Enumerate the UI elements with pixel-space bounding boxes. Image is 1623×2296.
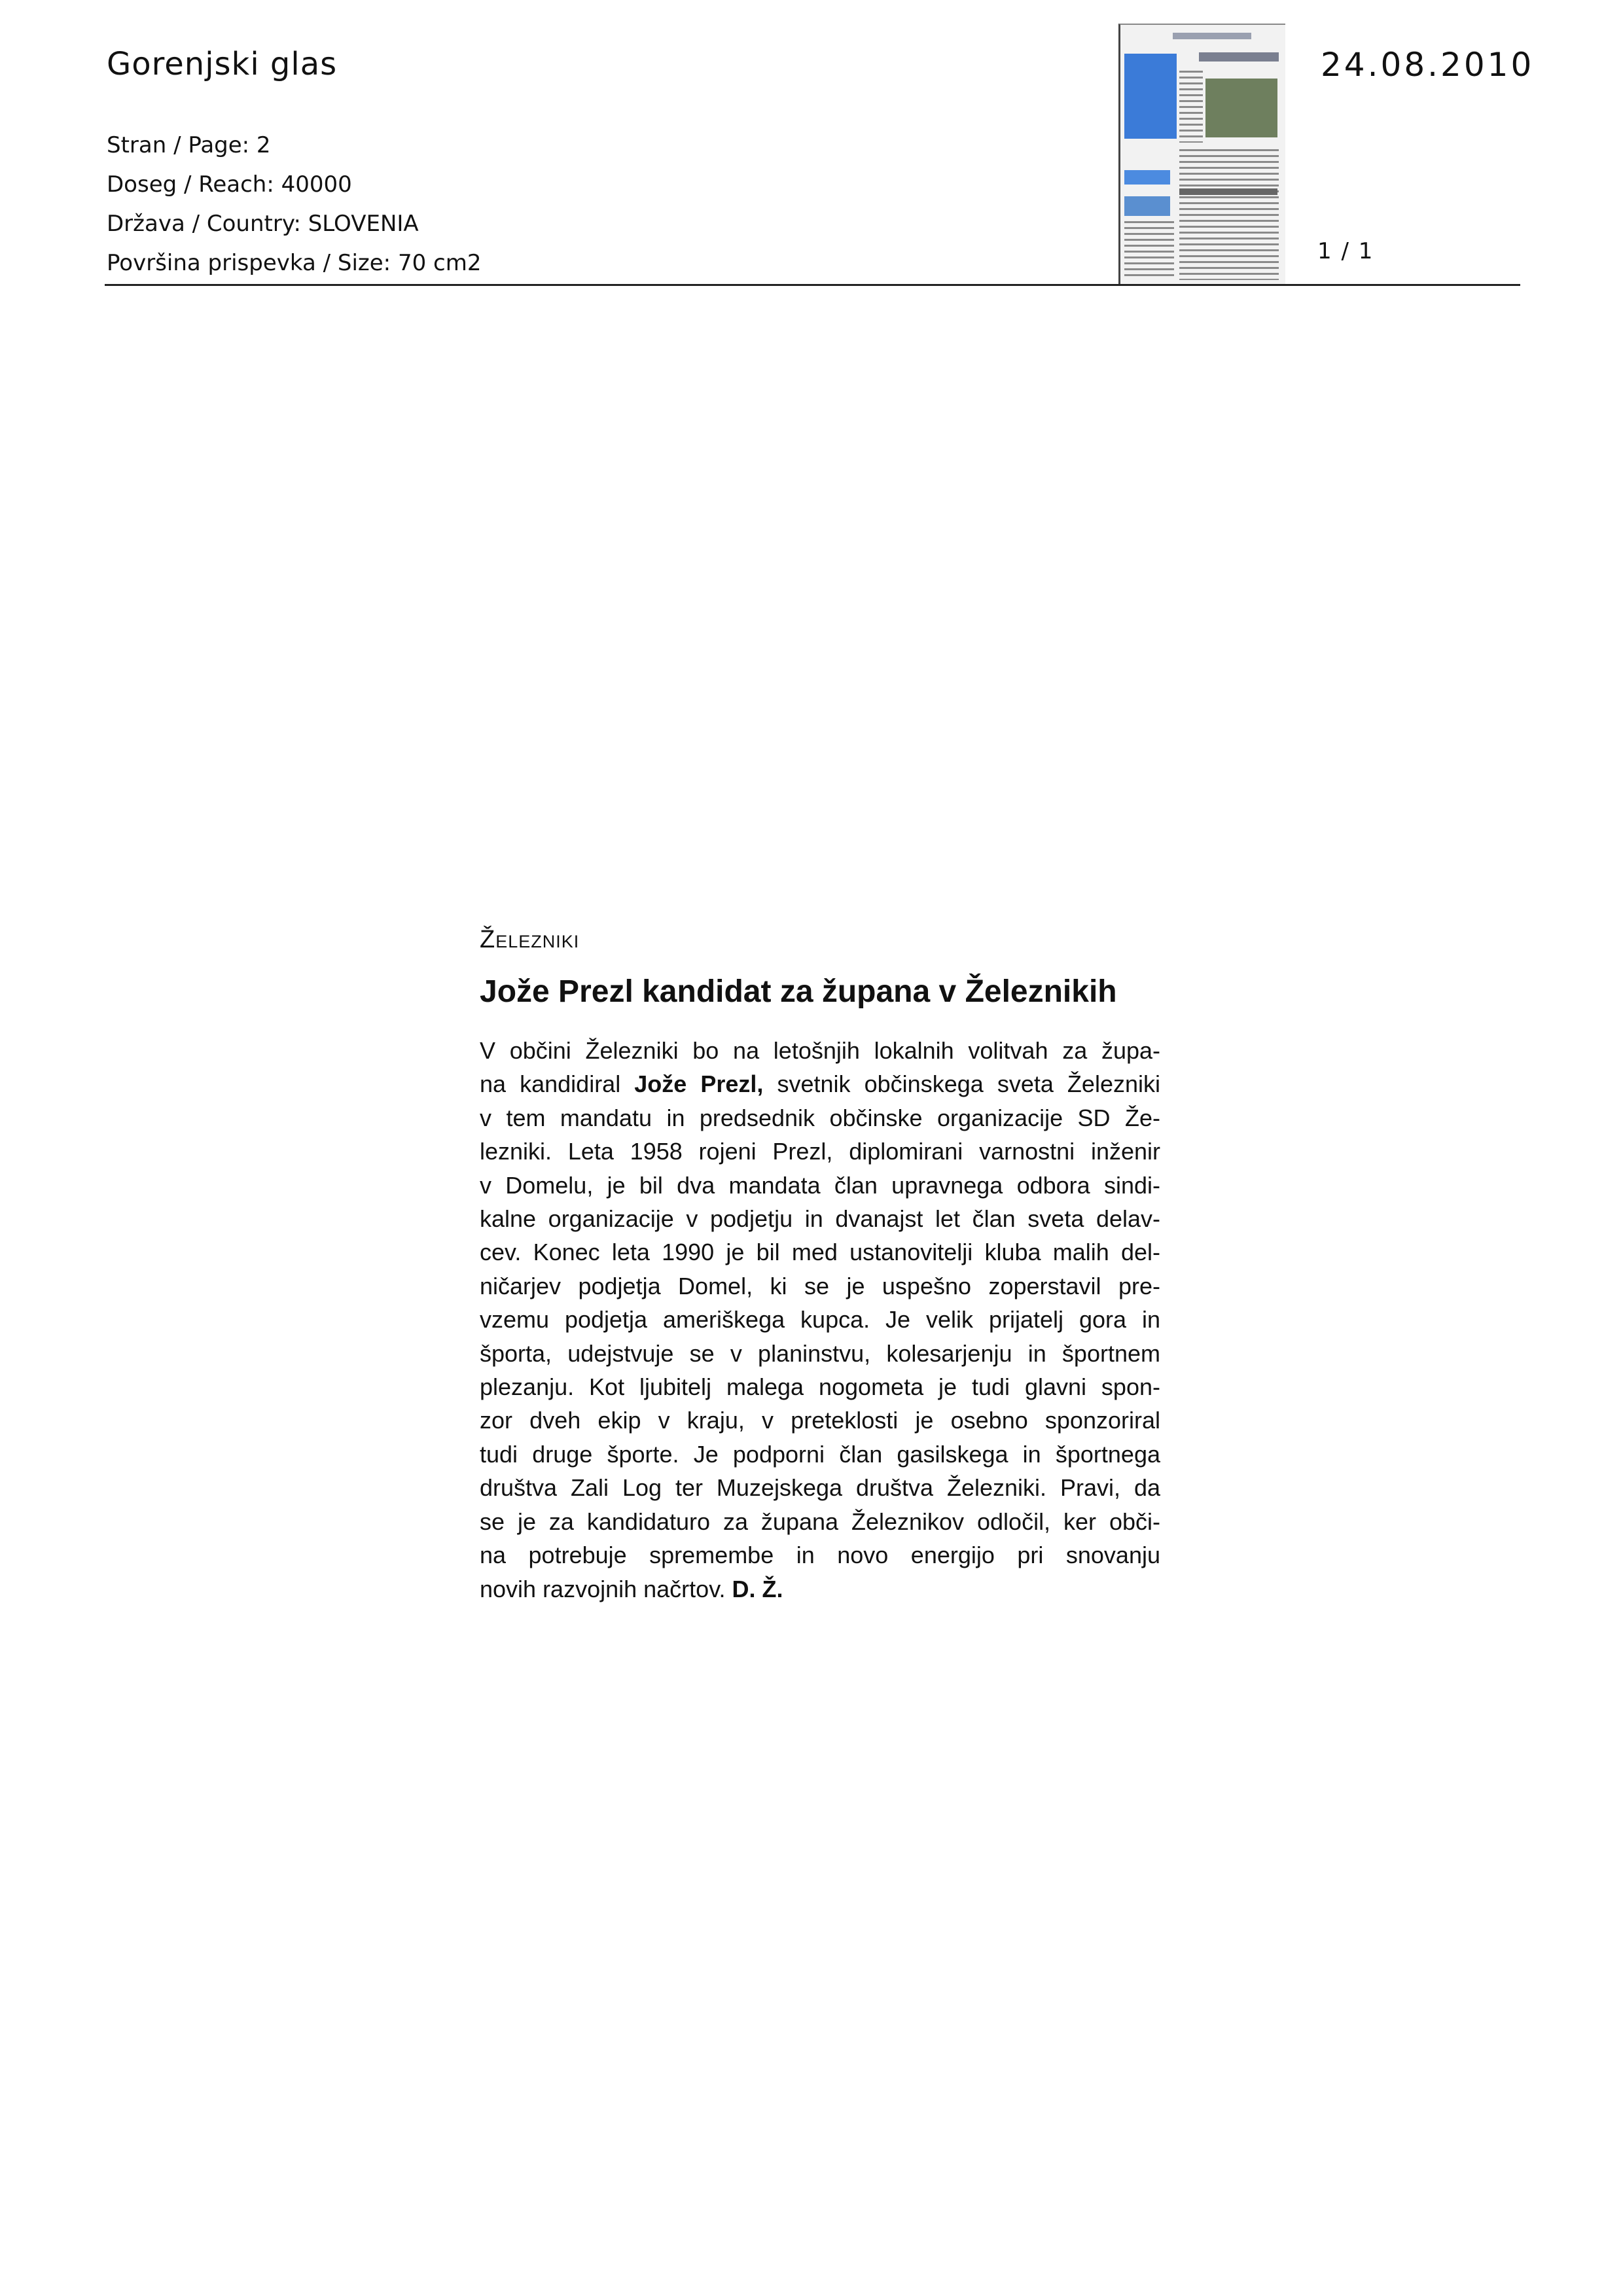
article-body (480, 1034, 1160, 1606)
header-divider (105, 284, 1520, 286)
thumbnail-blue-box (1124, 170, 1170, 185)
article (480, 926, 1160, 1606)
meta-country: Država / Country: SLOVENIA (107, 211, 419, 237)
meta-page: Stran / Page: 2 (107, 132, 271, 158)
body-line: v tem mandatu in predsednik občinske organizacije SD Že- (480, 1104, 1160, 1131)
thumbnail-photo (1205, 79, 1277, 137)
meta-reach: Doseg / Reach: 40000 (107, 171, 352, 198)
thumbnail-text-column (1124, 221, 1174, 280)
body-line: cev. Konec leta 1990 je bil med ustanovitelji kluba malih del- (480, 1239, 1160, 1266)
thumbnail-blue-box (1124, 54, 1177, 139)
body-line: tudi druge športe. Je podporni član gasilskega in športnega (480, 1440, 1160, 1468)
thumbnail-subheadline (1179, 188, 1277, 195)
body-text: novih razvojnih načrtov. (480, 1575, 726, 1602)
candidate-name: Jože Prezl, (634, 1070, 764, 1098)
publication-date: 24.08.2010 (1321, 46, 1535, 84)
body-line: lezniki. Leta 1958 rojeni Prezl, diplomirani varnostni inženir (480, 1138, 1160, 1165)
meta-size: Površina prispevka / Size: 70 cm2 (107, 250, 482, 276)
thumbnail-headline (1199, 52, 1279, 62)
body-line (480, 1067, 1160, 1101)
body-line: v Domelu, je bil dva mandata član upravnega odbora sindi- (480, 1171, 1160, 1199)
publication-name: Gorenjski glas (107, 46, 338, 82)
page-counter: 1 / 1 (1317, 238, 1374, 264)
body-line: V občini Železniki bo na letošnjih lokalnih volitvah za župa- (480, 1037, 1160, 1064)
kicker-text: Železniki (480, 926, 580, 953)
body-text: na kandidiral (480, 1070, 621, 1098)
author-initials: D. Ž. (732, 1575, 783, 1602)
thumbnail-masthead (1173, 33, 1251, 39)
body-line: ničarjev podjetja Domel, ki se je uspešno zoperstavil pre- (480, 1272, 1160, 1299)
body-line: društva Zali Log ter Muzejskega društva Železniki. Pravi, da (480, 1474, 1160, 1502)
article-kicker (480, 926, 1160, 954)
clipping-metadata (107, 126, 481, 283)
body-line: na potrebuje spremembe in novo energijo pri snovanju (480, 1542, 1160, 1569)
body-line: zor dveh ekip v kraju, v preteklosti je osebno sponzoriral (480, 1407, 1160, 1434)
article-headline: Jože Prezl kandidat za župana v Železnikih (480, 974, 1117, 1009)
body-line: vzemu podjetja ameriškega kupca. Je velik prijatelj gora in (480, 1306, 1160, 1333)
thumbnail-text-column (1179, 71, 1203, 143)
body-line: plezanju. Kot ljubitelj malega nogometa je tudi glavni spon- (480, 1373, 1160, 1401)
newspaper-page-thumbnail (1118, 24, 1285, 284)
body-line: kalne organizacije v podjetju in dvanajst let član sveta delav- (480, 1205, 1160, 1233)
thumbnail-text-column (1179, 149, 1279, 280)
body-line (480, 1572, 1160, 1606)
body-text: svetnik občinskega sveta Železniki (777, 1070, 1160, 1098)
thumbnail-blue-box (1124, 196, 1170, 216)
body-line: športa, udejstvuje se v planinstvu, kolesarjenju in športnem (480, 1339, 1160, 1367)
body-line: se je za kandidaturo za župana Železnikov odločil, ker obči- (480, 1508, 1160, 1535)
